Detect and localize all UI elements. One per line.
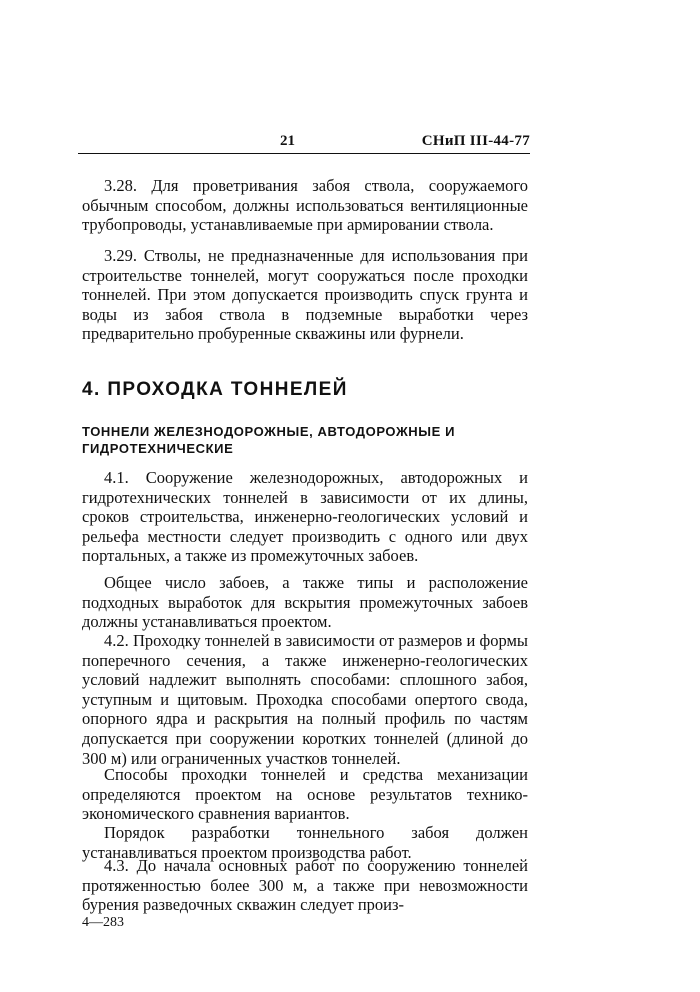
clause-number: 3.29. <box>104 246 137 265</box>
clause-number: 3.28. <box>104 176 137 195</box>
clause-text: Проходку тоннелей в зависимости от размеров и формы поперечного сечения, а также инженерно-геологических условий надлежит выполнять способами: сплошного забоя, уступным и щитовым. Проходка способами опертого свода, опорного ядра и раскрытия на полный профиль по частям допускается при сооружении коротких тоннелей (длиной до 300 м) или ограниченных участков тоннелей. <box>82 631 528 768</box>
clause-text: Способы проходки тоннелей и средства механизации определяются проектом на основе результатов технико-экономического сравнения вариантов. <box>82 765 528 824</box>
section-title: 4. ПРОХОДКА ТОННЕЛЕЙ <box>82 379 348 400</box>
paragraph-4-1-continued <box>82 573 528 632</box>
clause-text: Общее число забоев, а также типы и расположение подходных выработок для вскрытия промежуточных забоев должны устанавливаться проектом. <box>82 573 528 632</box>
paragraph-4-1 <box>82 468 528 566</box>
document-code: СНиП III-44-77 <box>421 133 530 149</box>
paragraph-3-28 <box>82 176 528 235</box>
page-header <box>78 133 530 154</box>
paragraph-4-3 <box>82 856 528 915</box>
paragraph-4-2-methods <box>82 765 528 824</box>
clause-text: Порядок разработки тоннельного забоя должен устанавливаться проектом производства работ. <box>82 823 528 862</box>
paragraph-3-29 <box>82 246 528 344</box>
clause-number: 4.3. <box>104 856 129 875</box>
paragraph-4-2 <box>82 631 528 768</box>
clause-text: Для проветривания забоя ствола, сооружаемого обычным способом, должны использоваться вентиляционные трубопроводы, устанавливаемые при армировании ствола. <box>82 176 528 235</box>
clause-text: Сооружение железнодорожных, автодорожных и гидротехнических тоннелей в зависимости от их длины, сроков строительства, инженерно-геологических условий и рельефа местности следует производить с одного или двух портальных, а также из промежуточных забоев. <box>82 468 529 566</box>
subsection-title: ТОННЕЛИ ЖЕЛЕЗНОДОРОЖНЫЕ, АВТОДОРОЖНЫЕ И ГИДРОТЕХНИЧЕСКИЕ <box>82 424 456 456</box>
page-number: 21 <box>280 133 295 149</box>
clause-text: Стволы, не предназначенные для использования при строительстве тоннелей, могут сооружаться после проходки тоннелей. При этом допускается производить спуск грунта и воды из забоя ствола в подземные выработки через предварительно пробуренные скважины или фурнели. <box>82 246 528 344</box>
clause-number: 4.2. <box>104 631 129 650</box>
printer-signature: 4—283 <box>82 915 124 930</box>
clause-text: До начала основных работ по сооружению тоннелей протяженностью более 300 м, а также при невозможности бурения разведочных скважин следует произ- <box>82 856 529 915</box>
clause-number: 4.1. <box>104 468 129 487</box>
